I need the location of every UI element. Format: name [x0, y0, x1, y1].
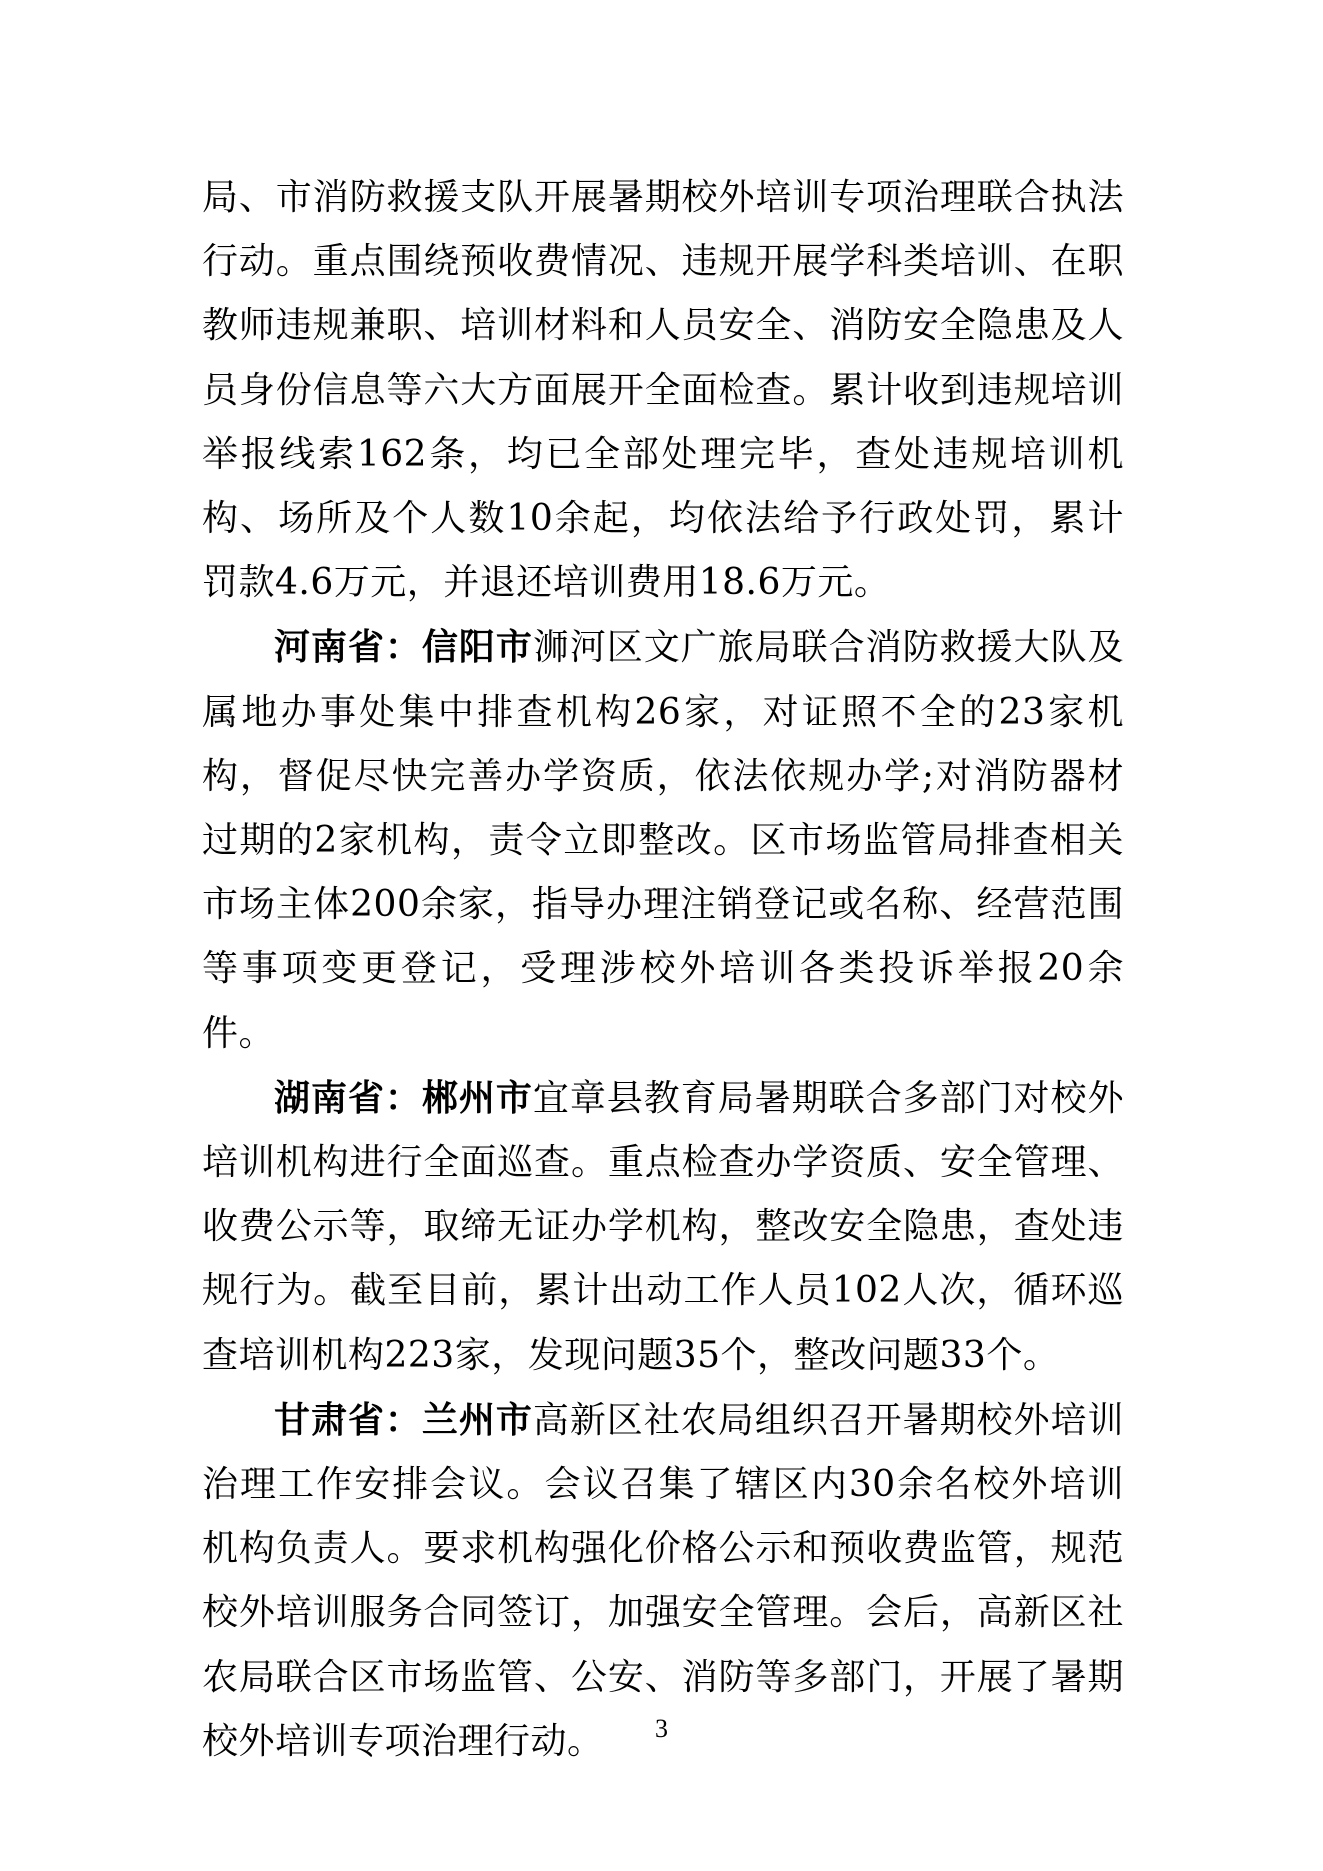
region-label: 甘肃省：	[274, 1398, 422, 1441]
document-body	[202, 166, 1124, 1774]
paragraph-text: 局、市消防救援支队开展暑期校外培训专项治理联合执法行动。重点围绕预收费情况、违规开展学科类培训、在职教师违规兼职、培训材料和人员安全、消防安全隐患及人员身份信息等六大方面展开全面检查。累计收到违规培训举报线索162条，均已全部处理完毕，查处违规培训机构、场所及个人数10余起，均依法给予行政处罚，累计罚款4.6万元，并退还培训费用18.6万元。	[202, 177, 1124, 604]
city-label: 郴州市	[421, 1076, 533, 1119]
city-label: 信阳市	[421, 626, 533, 669]
region-label: 河南省：	[274, 626, 422, 669]
paragraph-text: 浉河区文广旅局联合消防救援大队及属地办事处集中排查机构26家，对证照不全的23家机构，督促尽快完善办学资质，依法依规办学;对消防器材过期的2家机构，责令立即整改。区市场监管局排查相关市场主体200余家，指导办理注销登记或名称、经营范围等事项变更登记，受理涉校外培训各类投诉举报20余件。	[202, 627, 1124, 1054]
paragraph-henan	[202, 615, 1124, 1065]
paragraph-text: 宜章县教育局暑期联合多部门对校外培训机构进行全面巡查。重点检查办学资质、安全管理、收费公示等，取缔无证办学机构，整改安全隐患，查处违规行为。截至目前，累计出动工作人员102人次，循环巡查培训机构223家，发现问题35个，整改问题33个。	[202, 1077, 1124, 1376]
paragraph-hunan	[202, 1066, 1124, 1388]
page-number: 3	[655, 1714, 668, 1743]
paragraph-continuation	[202, 166, 1124, 615]
region-label: 湖南省：	[274, 1076, 422, 1119]
city-label: 兰州市	[421, 1398, 533, 1441]
paragraph-text: 高新区社农局组织召开暑期校外培训治理工作安排会议。会议召集了辖区内30余名校外培训机构负责人。要求机构强化价格公示和预收费监管，规范校外培训服务合同签订，加强安全管理。会后，高新区社农局联合区市场监管、公安、消防等多部门，开展了暑期校外培训专项治理行动。	[202, 1399, 1124, 1762]
